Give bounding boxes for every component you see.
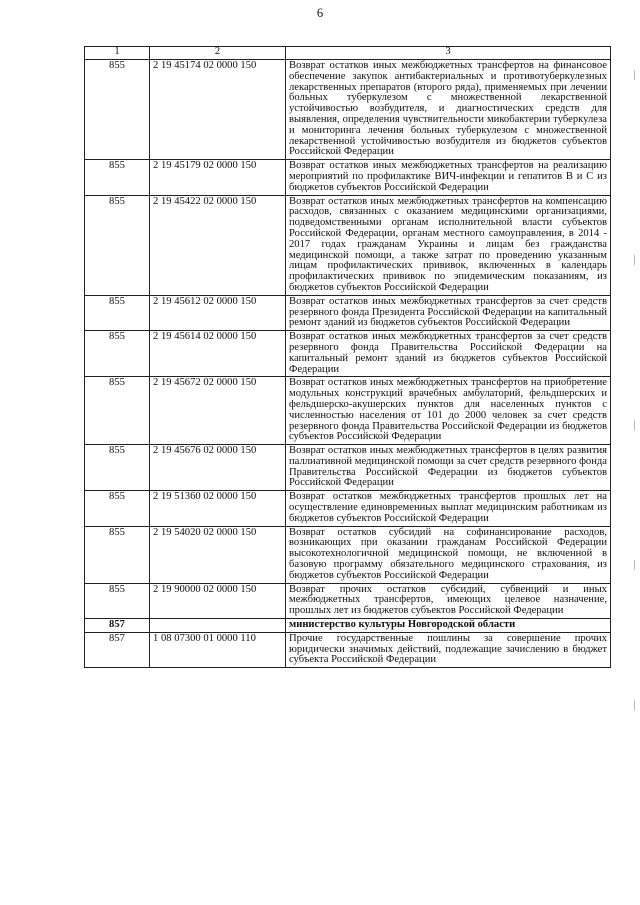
- table-row: [85, 295, 611, 330]
- admin-code-cell: 855: [85, 160, 150, 195]
- table-row: [85, 377, 611, 445]
- margin-mark: [634, 420, 635, 430]
- margin-mark: [634, 70, 635, 80]
- admin-code-cell: 855: [85, 195, 150, 295]
- table-row: [85, 526, 611, 583]
- admin-code-cell: 855: [85, 377, 150, 445]
- budget-code-cell: 2 19 45612 02 0000 150: [150, 295, 286, 330]
- table-row: [85, 195, 611, 295]
- budget-code-cell: 2 19 45422 02 0000 150: [150, 195, 286, 295]
- description-cell: Возврат остатков иных межбюджетных трансфертов в целях развития паллиативной медицинской помощи за счет средств резервного фонда Правительства Российской Федерации из бюджетов субъектов Российской Федерации: [286, 445, 611, 491]
- description-cell: Возврат остатков иных межбюджетных трансфертов на компенсацию расходов, связанных с оказанием медицинскими организациями, подведомственными органам исполнительной власти субъектов Российской Федерации, органам местного самоуправления, в 2014 - 2017 годах гражданам Украины и лицам без гражданства медицинской помощи, а также затрат по проведению указанным лицам профилактических прививок, включенных в календарь профилактических прививок по эпидемическим показаниям, из бюджетов субъектов Российской Федерации: [286, 195, 611, 295]
- table-row: [85, 583, 611, 618]
- admin-code-cell: 855: [85, 295, 150, 330]
- budget-code-cell: 1 08 07300 01 0000 110: [150, 632, 286, 667]
- budget-code-cell: 2 19 45174 02 0000 150: [150, 60, 286, 160]
- description-cell: Возврат прочих остатков субсидий, субвенций и иных межбюджетных трансфертов, имеющих целевое назначение, прошлых лет из бюджетов субъектов Российской Федерации: [286, 583, 611, 618]
- description-cell: Возврат остатков иных межбюджетных трансфертов за счет средств резервного фонда Президента Российской Федерации на капитальный ремонт зданий из бюджетов субъектов Российской Федерации: [286, 295, 611, 330]
- budget-code-cell: 2 19 45676 02 0000 150: [150, 445, 286, 491]
- description-cell: Возврат остатков иных межбюджетных трансфертов на финансовое обеспечение закупок антибактериальных и противотуберкулезных лекарственных препаратов (второго ряда), применяемых при лечении больных туберкулезом с множественной лекарственной устойчивостью возбудителя, и диагностических средств для выявления, определения чувствительности микобактерии туберкулеза и мониторинга лечения больных туберкулезом с множественной лекарственной устойчивостью возбудителя из бюджетов субъектов Российской Федерации: [286, 60, 611, 160]
- budget-code-cell: 2 19 45614 02 0000 150: [150, 331, 286, 377]
- budget-code-cell: [150, 619, 286, 633]
- admin-code-cell: 855: [85, 583, 150, 618]
- page-number: 6: [316, 6, 324, 20]
- margin-mark: [634, 255, 635, 265]
- admin-code-cell: 855: [85, 491, 150, 526]
- budget-code-cell: 2 19 90000 02 0000 150: [150, 583, 286, 618]
- table-row: [85, 60, 611, 160]
- description-cell: Возврат остатков иных межбюджетных трансфертов на приобретение модульных конструкций врачебных амбулаторий, фельдшерских и фельдшерско-акушерских пунктов для населенных пунктов с численностью населения от 101 до 2000 человек за счет средств резервного фонда Правительства Российской Федерации из бюджетов субъектов Российской Федерации: [286, 377, 611, 445]
- section-row: [85, 619, 611, 633]
- budget-code-cell: 2 19 45672 02 0000 150: [150, 377, 286, 445]
- admin-code-cell: 855: [85, 526, 150, 583]
- margin-mark: [634, 560, 635, 570]
- table-row: [85, 491, 611, 526]
- description-cell: министерство культуры Новгородской области: [286, 619, 611, 633]
- description-cell: Возврат остатков межбюджетных трансфертов прошлых лет на осуществление единовременных выплат медицинским работникам из бюджетов субъектов Российской Федерации: [286, 491, 611, 526]
- budget-classification-table: [84, 46, 611, 668]
- table-header-row: [85, 47, 611, 60]
- admin-code-cell: 857: [85, 619, 150, 633]
- admin-code-cell: 857: [85, 632, 150, 667]
- description-cell: Возврат остатков иных межбюджетных трансфертов за счет средств резервного фонда Правительства Российской Федерации на капитальный ремонт зданий из бюджетов субъектов Российской Федерации: [286, 331, 611, 377]
- admin-code-cell: 855: [85, 331, 150, 377]
- budget-code-cell: 2 19 45179 02 0000 150: [150, 160, 286, 195]
- budget-code-cell: 2 19 51360 02 0000 150: [150, 491, 286, 526]
- description-cell: Возврат остатков субсидий на софинансирование расходов, возникающих при оказании гражданам Российской Федерации высокотехнологичной медицинской помощи, не включенной в базовую программу обязательного медицинского страхования, из бюджетов субъектов Российской Федерации: [286, 526, 611, 583]
- table-row: [85, 632, 611, 667]
- table-row: [85, 331, 611, 377]
- column-header-admin: 1: [85, 47, 150, 60]
- column-header-code: 2: [150, 47, 286, 60]
- column-header-description: 3: [286, 47, 611, 60]
- margin-mark: [634, 700, 635, 710]
- table-row: [85, 445, 611, 491]
- description-cell: Возврат остатков иных межбюджетных трансфертов на реализацию мероприятий по профилактике ВИЧ-инфекции и гепатитов В и С из бюджетов субъектов Российской Федерации: [286, 160, 611, 195]
- admin-code-cell: 855: [85, 60, 150, 160]
- admin-code-cell: 855: [85, 445, 150, 491]
- description-cell: Прочие государственные пошлины за совершение прочих юридически значимых действий, подлежащие зачислению в бюджет субъекта Российской Федерации: [286, 632, 611, 667]
- table-row: [85, 160, 611, 195]
- budget-code-cell: 2 19 54020 02 0000 150: [150, 526, 286, 583]
